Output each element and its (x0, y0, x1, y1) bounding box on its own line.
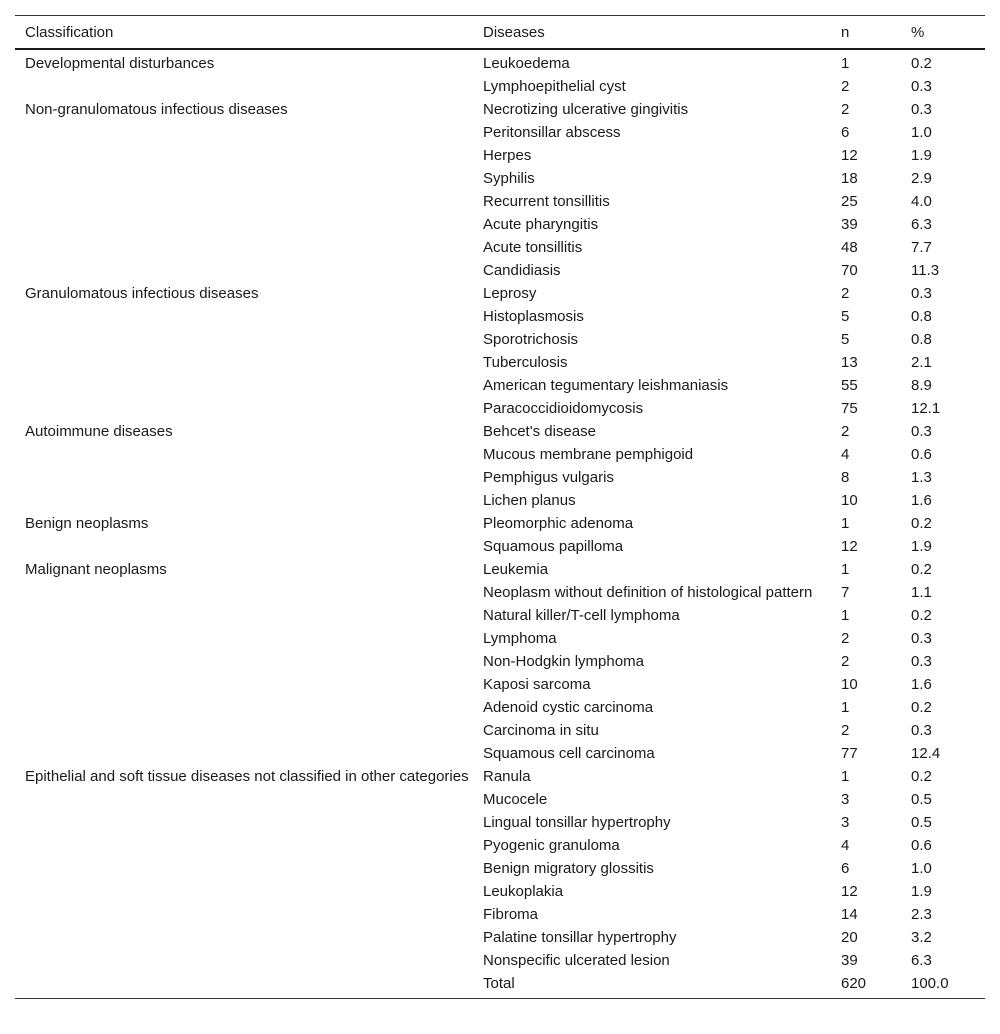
table-row (15, 191, 985, 214)
header-n: n (831, 16, 901, 50)
cell-disease: Squamous cell carcinoma (483, 745, 655, 762)
cell-classification (15, 812, 473, 835)
cell-percent: 0.3 (911, 653, 932, 670)
cell-classification (15, 145, 473, 168)
cell-n: 2 (841, 285, 850, 302)
cell-percent: 0.3 (911, 101, 932, 118)
cell-n: 4 (841, 837, 850, 854)
cell-n: 7 (841, 584, 850, 601)
cell-classification (15, 697, 473, 720)
table-row (15, 214, 985, 237)
table-row (15, 766, 985, 789)
cell-n: 20 (841, 929, 858, 946)
table-row (15, 605, 985, 628)
cell-classification (15, 536, 473, 559)
cell-percent: 12.4 (911, 745, 941, 762)
table-row (15, 582, 985, 605)
cell-disease: Acute pharyngitis (483, 216, 599, 233)
cell-percent: 2.9 (911, 170, 932, 187)
cell-n: 6 (841, 860, 850, 877)
cell-classification (15, 628, 473, 651)
cell-n: 2 (841, 722, 850, 739)
cell-classification (15, 720, 473, 743)
cell-disease: Lymphoma (483, 630, 557, 647)
cell-classification (15, 582, 473, 605)
header-diseases: Diseases (473, 16, 831, 50)
table-row (15, 858, 985, 881)
cell-n: 2 (841, 630, 850, 647)
cell-classification (15, 168, 473, 191)
cell-n: 5 (841, 308, 850, 325)
table-row (15, 789, 985, 812)
cell-percent: 0.5 (911, 814, 932, 831)
cell-disease: Fibroma (483, 906, 539, 923)
cell-classification (15, 260, 473, 283)
cell-percent: 0.3 (911, 423, 932, 440)
cell-classification (15, 835, 473, 858)
cell-percent: 0.2 (911, 699, 932, 716)
cell-n: 77 (841, 745, 858, 762)
cell-percent: 1.9 (911, 147, 932, 164)
table-container (15, 15, 985, 999)
cell-disease: Lingual tonsillar hypertrophy (483, 814, 671, 831)
cell-classification (15, 858, 473, 881)
cell-percent: 1.0 (911, 860, 932, 877)
cell-percent: 0.8 (911, 331, 932, 348)
cell-n: 2 (841, 423, 850, 440)
cell-percent: 1.0 (911, 124, 932, 141)
cell-disease: Neoplasm without definition of histological pattern (483, 584, 813, 601)
cell-disease: Pemphigus vulgaris (483, 469, 614, 486)
table-row (15, 881, 985, 904)
cell-n: 48 (841, 239, 858, 256)
cell-n: 25 (841, 193, 858, 210)
table-row (15, 490, 985, 513)
table-row (15, 168, 985, 191)
cell-n: 3 (841, 814, 850, 831)
cell-percent: 0.3 (911, 630, 932, 647)
cell-disease: Paracoccidioidomycosis (483, 400, 644, 417)
cell-disease: Histoplasmosis (483, 308, 584, 325)
cell-classification: Developmental disturbances (25, 55, 215, 72)
cell-classification (15, 214, 473, 237)
cell-disease: Necrotizing ulcerative gingivitis (483, 101, 689, 118)
table-row (15, 720, 985, 743)
cell-percent: 1.3 (911, 469, 932, 486)
cell-disease: Herpes (483, 147, 532, 164)
table-row (15, 329, 985, 352)
cell-classification (15, 789, 473, 812)
cell-percent: 2.3 (911, 906, 932, 923)
table-row (15, 467, 985, 490)
cell-n: 1 (841, 55, 850, 72)
cell-disease: Sporotrichosis (483, 331, 579, 348)
cell-n: 18 (841, 170, 858, 187)
cell-disease: Leukemia (483, 561, 549, 578)
cell-disease: Adenoid cystic carcinoma (483, 699, 654, 716)
cell-n: 4 (841, 446, 850, 463)
cell-disease: Nonspecific ulcerated lesion (483, 952, 670, 969)
cell-percent: 0.2 (911, 607, 932, 624)
table-row (15, 674, 985, 697)
cell-disease: Leukoplakia (483, 883, 564, 900)
cell-n: 14 (841, 906, 858, 923)
cell-classification (15, 904, 473, 927)
table-row (15, 49, 985, 76)
cell-classification (15, 444, 473, 467)
cell-classification (15, 973, 473, 999)
table-row (15, 973, 985, 999)
table-row (15, 559, 985, 582)
cell-percent: 0.6 (911, 446, 932, 463)
cell-percent: 3.2 (911, 929, 932, 946)
cell-percent: 8.9 (911, 377, 932, 394)
cell-percent: 1.9 (911, 883, 932, 900)
table-row (15, 950, 985, 973)
table-row (15, 444, 985, 467)
cell-percent: 11.3 (911, 262, 940, 279)
cell-percent: 0.6 (911, 837, 932, 854)
cell-disease: Acute tonsillitis (483, 239, 583, 256)
cell-disease: Mucocele (483, 791, 548, 808)
cell-disease: Recurrent tonsillitis (483, 193, 610, 210)
cell-disease: Lichen planus (483, 492, 576, 509)
cell-disease: Mucous membrane pemphigoid (483, 446, 694, 463)
cell-disease: Lymphoepithelial cyst (483, 78, 626, 95)
cell-percent: 0.2 (911, 561, 932, 578)
table-body (15, 49, 985, 999)
table-row (15, 76, 985, 99)
cell-n: 12 (841, 538, 858, 555)
cell-percent: 1.1 (911, 584, 932, 601)
diseases-table (15, 15, 985, 999)
cell-classification (15, 605, 473, 628)
cell-disease: Kaposi sarcoma (483, 676, 591, 693)
table-row (15, 904, 985, 927)
cell-classification (15, 651, 473, 674)
table-row (15, 122, 985, 145)
cell-n: 10 (841, 676, 858, 693)
table-row (15, 99, 985, 122)
cell-n: 1 (841, 768, 850, 785)
table-row (15, 375, 985, 398)
table-header (15, 16, 985, 50)
cell-disease: Non-Hodgkin lymphoma (483, 653, 644, 670)
cell-classification: Autoimmune diseases (25, 423, 173, 440)
cell-disease: Tuberculosis (483, 354, 568, 371)
cell-classification (15, 122, 473, 145)
cell-disease: Candidiasis (483, 262, 561, 279)
cell-classification (15, 950, 473, 973)
cell-percent: 1.9 (911, 538, 932, 555)
cell-classification: Benign neoplasms (25, 515, 149, 532)
table-row (15, 812, 985, 835)
cell-classification (15, 674, 473, 697)
cell-classification: Epithelial and soft tissue diseases not classified in other categories (25, 768, 469, 785)
cell-classification (15, 743, 473, 766)
cell-percent: 7.7 (911, 239, 932, 256)
cell-classification (15, 375, 473, 398)
cell-percent: 0.2 (911, 515, 932, 532)
header-classification: Classification (15, 16, 473, 50)
cell-percent: 12.1 (911, 400, 941, 417)
cell-disease: Squamous papilloma (483, 538, 624, 555)
cell-disease: Natural killer/T-cell lymphoma (483, 607, 680, 624)
table-row (15, 628, 985, 651)
cell-percent: 0.3 (911, 285, 932, 302)
table-row (15, 651, 985, 674)
table-row (15, 927, 985, 950)
cell-n: 70 (841, 262, 858, 279)
cell-percent: 1.6 (911, 676, 932, 693)
cell-percent: 0.2 (911, 768, 932, 785)
table-row (15, 237, 985, 260)
cell-classification (15, 398, 473, 421)
cell-disease: Leprosy (483, 285, 537, 302)
cell-percent: 0.5 (911, 791, 932, 808)
table-row (15, 536, 985, 559)
cell-n: 13 (841, 354, 858, 371)
cell-disease: Benign migratory glossitis (483, 860, 654, 877)
cell-classification (15, 76, 473, 99)
table-row (15, 743, 985, 766)
cell-classification (15, 352, 473, 375)
cell-disease: Behcet's disease (483, 423, 596, 440)
cell-n: 620 (831, 973, 901, 999)
table-row (15, 513, 985, 536)
cell-n: 2 (841, 101, 850, 118)
cell-disease: Palatine tonsillar hypertrophy (483, 929, 677, 946)
header-row (15, 16, 985, 50)
table-row (15, 283, 985, 306)
table-row (15, 145, 985, 168)
cell-percent: 6.3 (911, 952, 932, 969)
table-row (15, 306, 985, 329)
cell-percent: 0.2 (911, 55, 932, 72)
cell-classification: Malignant neoplasms (25, 561, 167, 578)
cell-classification (15, 237, 473, 260)
cell-classification (15, 306, 473, 329)
table-row (15, 398, 985, 421)
header-percent: % (901, 16, 985, 50)
cell-classification (15, 191, 473, 214)
cell-percent: 0.3 (911, 78, 932, 95)
table-row (15, 697, 985, 720)
cell-n: 12 (841, 883, 858, 900)
cell-disease: Leukoedema (483, 55, 570, 72)
cell-n: 39 (841, 952, 858, 969)
cell-classification (15, 467, 473, 490)
table-row (15, 421, 985, 444)
cell-classification (15, 329, 473, 352)
table-row (15, 260, 985, 283)
cell-disease: Ranula (483, 768, 531, 785)
cell-disease: Peritonsillar abscess (483, 124, 621, 141)
cell-percent: 1.6 (911, 492, 932, 509)
cell-percent: 100.0 (901, 973, 985, 999)
cell-disease: Carcinoma in situ (483, 722, 599, 739)
cell-n: 39 (841, 216, 858, 233)
cell-n: 55 (841, 377, 858, 394)
cell-n: 1 (841, 607, 850, 624)
cell-percent: 2.1 (911, 354, 932, 371)
cell-n: 12 (841, 147, 858, 164)
cell-disease: Syphilis (483, 170, 535, 187)
cell-disease: American tegumentary leishmaniasis (483, 377, 729, 394)
cell-percent: 0.3 (911, 722, 932, 739)
table-row (15, 835, 985, 858)
cell-n: 1 (841, 699, 850, 716)
cell-n: 3 (841, 791, 850, 808)
table-row (15, 352, 985, 375)
cell-classification (15, 490, 473, 513)
cell-disease: Pleomorphic adenoma (483, 515, 634, 532)
cell-n: 6 (841, 124, 850, 141)
cell-disease: Total (473, 973, 831, 999)
cell-percent: 0.8 (911, 308, 932, 325)
cell-classification (15, 881, 473, 904)
cell-percent: 4.0 (911, 193, 932, 210)
cell-n: 10 (841, 492, 858, 509)
cell-n: 75 (841, 400, 858, 417)
cell-n: 2 (841, 653, 850, 670)
cell-n: 1 (841, 561, 850, 578)
cell-percent: 6.3 (911, 216, 932, 233)
cell-n: 2 (841, 78, 850, 95)
cell-classification: Non-granulomatous infectious diseases (25, 101, 288, 118)
cell-disease: Pyogenic granuloma (483, 837, 620, 854)
cell-classification (15, 927, 473, 950)
cell-n: 8 (841, 469, 850, 486)
cell-classification: Granulomatous infectious diseases (25, 285, 259, 302)
cell-n: 1 (841, 515, 850, 532)
cell-n: 5 (841, 331, 850, 348)
